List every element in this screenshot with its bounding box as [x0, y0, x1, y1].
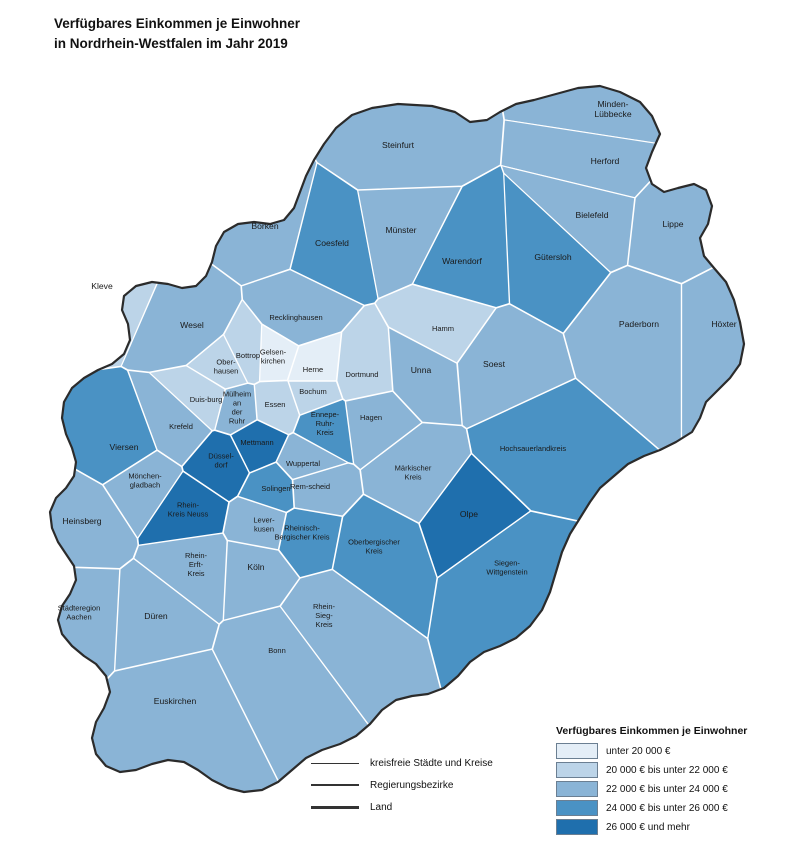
region-label: Viersen	[109, 442, 139, 453]
region-label: Märkischer Kreis	[394, 463, 432, 482]
region-label: Herne	[302, 364, 324, 374]
region-label: Köln	[247, 562, 265, 573]
region-label: Rhein-Sieg-Kreis	[312, 601, 336, 630]
region-label: Oberbergischer Kreis	[348, 537, 400, 556]
map-svg	[0, 60, 804, 800]
region-label: Soest	[483, 359, 505, 370]
legend-swatch	[556, 743, 598, 759]
region-label: Gelsen-kirchen	[259, 347, 287, 366]
map-region[interactable]	[58, 568, 119, 679]
value-legend-title: Verfügbares Einkommen je Einwohner	[556, 725, 748, 737]
region-label: Minden-Lübbecke	[594, 99, 632, 120]
region-label: Ober-hausen	[213, 357, 239, 376]
legend-label: 24 000 € bis unter 26 000 €	[606, 802, 728, 814]
region-label: Mülheim an der Ruhr	[222, 389, 252, 426]
region-label: Mettmann	[240, 437, 274, 447]
region-label: Gütersloh	[534, 252, 572, 263]
region-label: Ennepe-Ruhr-Kreis	[310, 409, 340, 438]
region-label: Rem-scheid	[289, 481, 331, 491]
region-label: Siegen-Wittgenstein	[486, 558, 528, 577]
region-label: Krefeld	[169, 421, 193, 431]
region-label: Rheinisch-Bergischer Kreis	[274, 523, 330, 542]
region-label: Städteregion Aachen	[57, 603, 101, 622]
region-label: Recklinghausen	[269, 312, 323, 322]
line-sample-land	[310, 806, 360, 809]
page-title-line2: in Nordrhein-Westfalen im Jahr 2019	[54, 35, 288, 51]
map-region[interactable]	[628, 181, 714, 283]
region-label: Herford	[590, 156, 620, 167]
region-label: Olpe	[459, 509, 479, 520]
region-label: Bochum	[299, 386, 327, 396]
region-label: Hochsauerlandkreis	[499, 443, 567, 453]
region-label: Lippe	[662, 219, 684, 230]
legend-swatch	[556, 762, 598, 778]
region-label: Kleve	[91, 281, 113, 292]
legend-item	[556, 800, 796, 816]
map-region[interactable]	[682, 268, 744, 439]
region-label: Rhein-Erft-Kreis	[184, 550, 208, 579]
legend-label: unter 20 000 €	[606, 745, 671, 757]
boundary-legend-label: Land	[370, 801, 393, 813]
region-label: Steinfurt	[381, 140, 415, 151]
region-label: Bielefeld	[575, 210, 609, 221]
region-label: Lever-kusen	[253, 515, 275, 534]
legend-item	[556, 762, 796, 778]
region-label: Hagen	[359, 412, 383, 422]
region-label: Heinsberg	[62, 516, 102, 527]
legend-label: 22 000 € bis unter 24 000 €	[606, 783, 728, 795]
region-label: Bonn	[268, 645, 286, 655]
legend-item	[556, 819, 796, 835]
value-legend	[556, 725, 796, 838]
region-label: Höxter	[711, 319, 737, 330]
map-regions-layer	[50, 86, 744, 792]
line-sample-kreise	[310, 763, 360, 764]
region-label: Borken	[251, 221, 279, 232]
boundary-legend-label: Regierungsbezirke	[370, 779, 454, 791]
region-label: Dortmund	[345, 369, 379, 379]
page-title	[54, 14, 554, 53]
boundary-legend-row	[310, 774, 540, 796]
region-label: Hamm	[431, 323, 455, 333]
region-label: Wuppertal	[285, 458, 321, 468]
legend-item	[556, 781, 796, 797]
page-title-line1: Verfügbares Einkommen je Einwohner	[54, 16, 301, 31]
region-label: Wesel	[180, 320, 204, 331]
legend-item	[556, 743, 796, 759]
region-label: Duis-burg	[189, 394, 223, 404]
legend-swatch	[556, 781, 598, 797]
legend-swatch	[556, 819, 598, 835]
region-label: Düssel-dorf	[208, 451, 234, 470]
region-label: Düren	[144, 611, 168, 622]
boundary-legend	[310, 752, 540, 818]
legend-swatch	[556, 800, 598, 816]
region-label: Essen	[264, 399, 286, 409]
region-label: Unna	[410, 365, 432, 376]
choropleth-map	[0, 60, 804, 800]
map-region[interactable]	[315, 104, 504, 189]
region-label: Rhein-Kreis Neuss	[167, 500, 209, 519]
line-sample-regierungsbezirke	[310, 784, 360, 786]
region-label: Bottrop	[235, 350, 261, 360]
region-label: Coesfeld	[315, 238, 349, 249]
region-label: Paderborn	[618, 319, 660, 330]
legend-label: 26 000 € und mehr	[606, 821, 690, 833]
value-legend-rows	[556, 743, 796, 835]
region-label: Münster	[385, 225, 417, 236]
boundary-legend-label: kreisfreie Städte und Kreise	[370, 757, 493, 769]
region-label: Euskirchen	[153, 696, 197, 707]
region-label: Mönchen-gladbach	[128, 471, 162, 490]
boundary-legend-row	[310, 796, 540, 818]
region-label: Solingen	[261, 483, 291, 493]
region-label: Warendorf	[442, 256, 482, 267]
legend-label: 20 000 € bis unter 22 000 €	[606, 764, 728, 776]
boundary-legend-row	[310, 752, 540, 774]
